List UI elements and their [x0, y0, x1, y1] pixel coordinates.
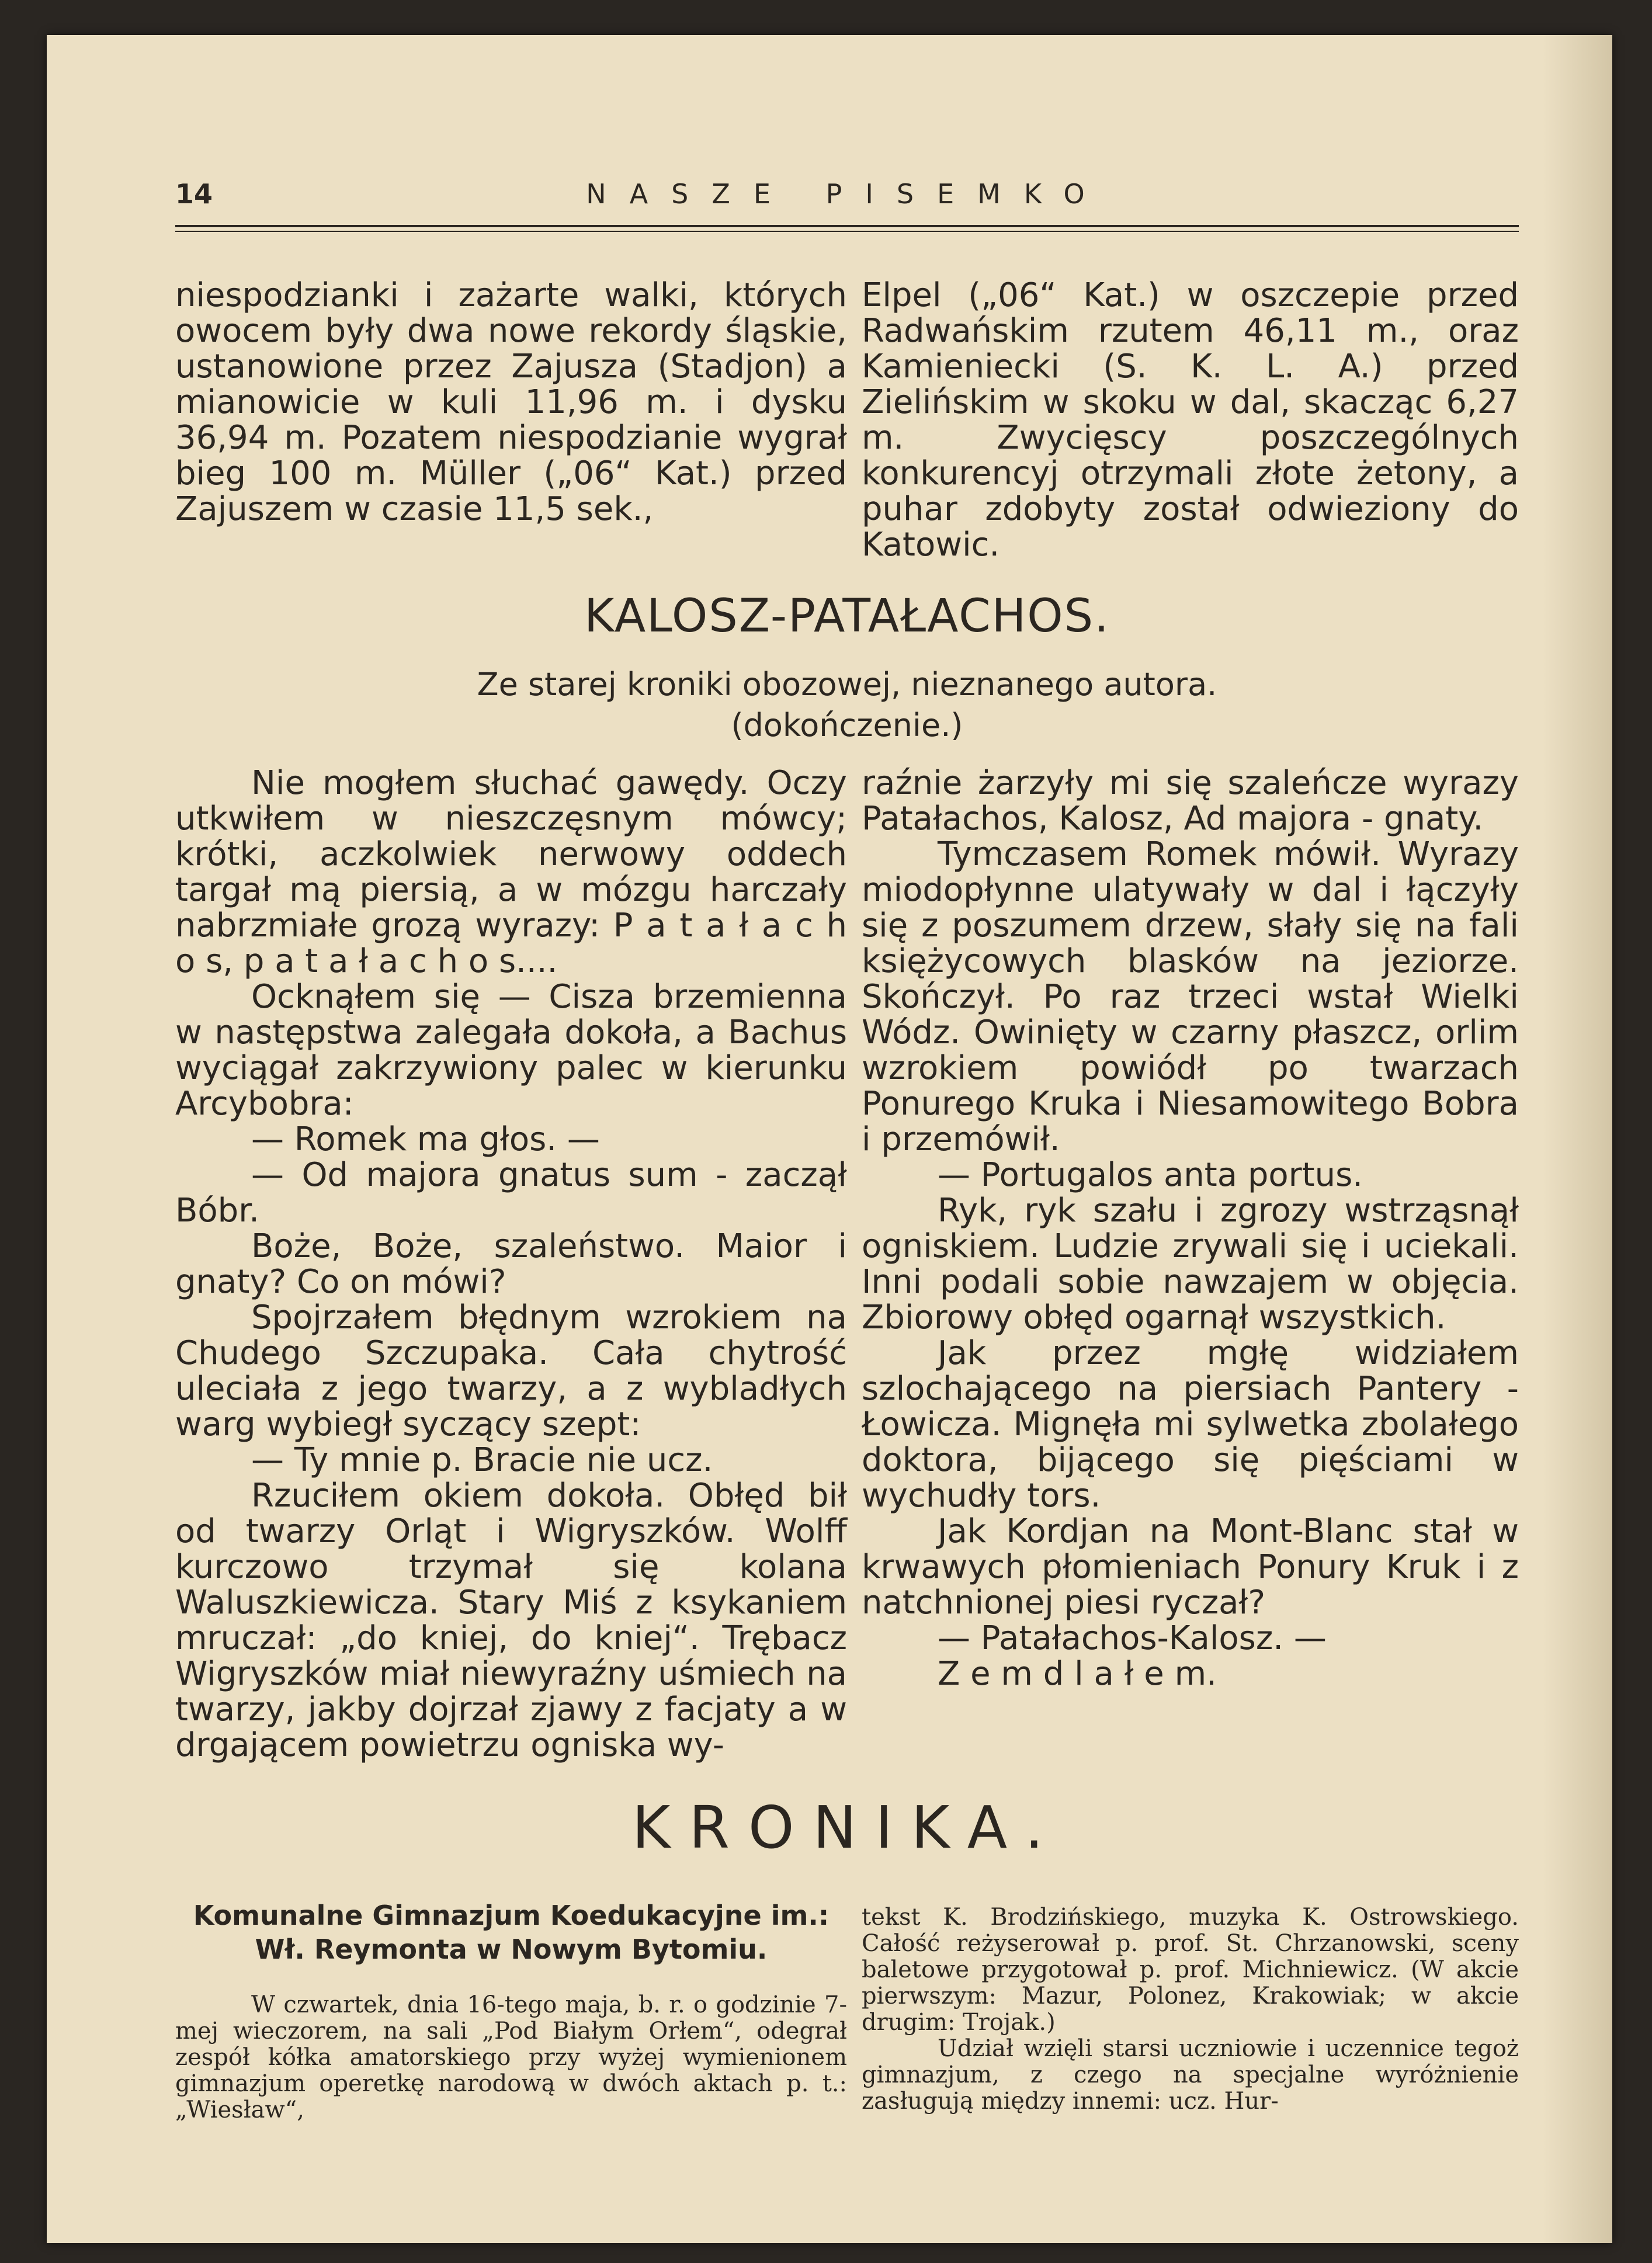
story-subtitle: Ze starej kroniki obozowej, nieznanego autora.	[477, 666, 1217, 703]
kronika-heading: Komunalne Gimnazjum Koedukacyjne im.: Wł. Reymonta w Nowym Bytomiu.	[193, 1900, 830, 1965]
story-paragraph: Jak Kordjan na Mont-Blanc stał w krwawych płomieniach Ponury Kruk i z natchnionej piesi ryczał?	[862, 1512, 1519, 1622]
story-paragraph: Spojrzałem błędnym wzrokiem na Chudego Szczupaka. Cała chytrość uleciała z jego twarzy, a z wybladłych warg wybiegł syczący szept:	[175, 1299, 847, 1443]
story-paragraph: Ocknąłem się — Cisza brzemienna w następstwa zalegała dokoła, a Bachus wyciągał zakrzywiony palec w kierunku Arcybobra:	[175, 978, 847, 1123]
kronika-paragraph: Udział wzięli starsi uczniowie i uczennice tegoż gimnazjum, z czego na specjalne wyróżnienie zasługują między innemi: ucz. Hur-	[862, 2035, 1519, 2115]
kronika-paragraph: tekst K. Brodzińskiego, muzyka K. Ostrowskiego. Całość reżyserował p. prof. St. Chrzanowski, sceny baletowe przygotował p. prof. Michniewicz. (W akcie pierwszym: Mazur, Polonez, Krakowiak; w akcie drugim: Trojak.)	[862, 1904, 1519, 2036]
story-paragraph: Tymczasem Romek mówił. Wyrazy miodopłynne ulatywały w dal i łączyły się z poszumem drzew, słały się na fali księżycowych blasków na jeziorze. Skończył. Po raz trzeci wstał Wielki Wódz. Owinięty w czarny płaszcz, orlim wzrokiem powiódł po twarzach Ponurego Kruka i Niesamowitego Bobra i przemówił.	[862, 835, 1519, 1158]
kronika-title: KRONIKA.	[631, 1793, 1063, 1862]
magazine-page	[47, 35, 1612, 2243]
story-paragraph: — Romek ma głos. —	[251, 1120, 600, 1158]
kronika-right-column	[862, 1904, 1519, 2115]
page-header	[175, 143, 1519, 231]
story-paragraph: — Ty mnie p. Bracie nie ucz.	[251, 1441, 713, 1479]
story-paragraph: Jak przez mgłę widziałem szlochającego na piersiach Pantery - Łowicza. Mignęła mi sylwetka zbolałego doktora, bijącego się pięściami w wychudły tors.	[862, 1334, 1519, 1515]
page-number: 14	[175, 178, 213, 210]
story-right-column	[862, 765, 1519, 1692]
story-paragraph: Rzuciłem okiem dokoła. Obłęd bił od twarzy Orląt i Wigryszków. Wolff kurczowo trzymał się kolana Waluszkiewicza. Stary Miś z ksykaniem mruczał: „do kniej, do kniej“. Trębacz Wigryszków miał niewyraźny uśmiech na twarzy, jakby dojrzał zjawy z facjaty a w drgającem powietrzu ogniska wy-	[175, 1477, 847, 1764]
story-paragraph: — Portugalos anta portus.	[938, 1156, 1363, 1194]
running-title: NASZE PISEMKO	[586, 178, 1108, 210]
story-paragraph: — Od majora gnatus sum - zaczął Bóbr.	[175, 1156, 847, 1230]
top-right-column	[862, 277, 1519, 563]
story-paragraph: Ryk, ryk szału i zgrozy wstrząsnął ogniskiem. Ludzie zrywali się i uciekali. Inni podali sobie nawzajem w objęcia. Zbiorowy obłęd ogarnął wszystkich.	[862, 1192, 1519, 1337]
story-title: KALOSZ-PATAŁACHOS.	[584, 590, 1110, 643]
top-left-column	[175, 277, 847, 527]
header-rule-thin	[175, 231, 1519, 232]
story-paragraph: Boże, Boże, szaleństwo. Maior i gnaty? Co on mówi?	[175, 1227, 847, 1301]
story-note: (dokończenie.)	[731, 707, 963, 744]
top-right-text: Elpel („06“ Kat.) w oszczepie przed Radwańskim rzutem 46,11 m., oraz Kamieniecki (S. K. L. A.) przed Zielińskim w skoku w dal, skacząc 6,27 m. Zwycięscy poszczególnych konkurencyj otrzymali złote żetony, a puhar zdobyty został odwieziony do Katowic.	[862, 276, 1519, 564]
kronika-paragraph: W czwartek, dnia 16-tego maja, b. r. o godzinie 7-mej wieczorem, na sali „Pod Białym Orłem“, odegrał zespół kółka amatorskiego przy wyżej wymienionem gimnazjum operetkę narodową w dwóch aktach p. t.: „Wiesław“,	[175, 1991, 847, 2123]
top-left-text: niespodzianki i zażarte walki, których owocem były dwa nowe rekordy śląskie, ustanowione przez Zajusza (Stadjon) a mianowicie w kuli 11,96 m. i dysku 36,94 m. Pozatem niespodzianie wygrał bieg 100 m. Müller („06“ Kat.) przed Zajuszem w czasie 11,5 sek.,	[175, 276, 847, 528]
header-rule	[175, 225, 1519, 227]
story-paragraph: Z e m d l a ł e m.	[938, 1655, 1217, 1693]
story-paragraph: Nie mogłem słuchać gawędy. Oczy utkwiłem w nieszczęsnym mówcy; krótki, aczkolwiek nerwowy oddech targał mą piersią, a w mózgu harczały nabrzmiałe grozą wyrazy: P a t a ł a c h o s, p a t a ł a c h o s....	[175, 764, 847, 980]
story-left-column	[175, 765, 847, 1763]
story-paragraph: raźnie żarzyły mi się szaleńcze wyrazy Patałachos, Kalosz, Ad majora - gnaty.	[862, 764, 1519, 838]
kronika-left-column	[175, 1992, 847, 2123]
story-paragraph: — Patałachos-Kalosz. —	[938, 1619, 1327, 1657]
